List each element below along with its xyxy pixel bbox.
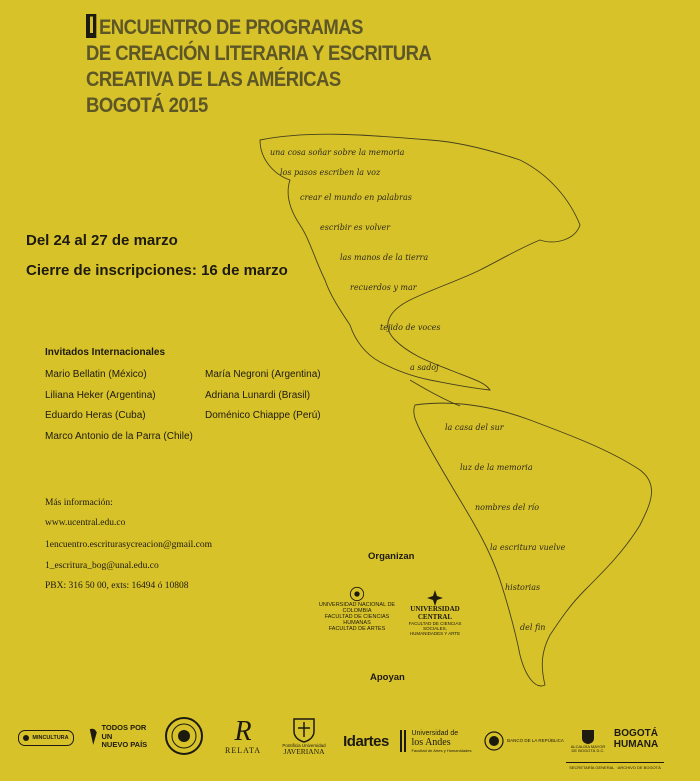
title-line-3: CREATIVA DE LAS AMÉRICAS (86, 67, 341, 91)
todos-por-un-nuevo-pais-logo: TODOS POR UN NUEVO PAÍS (88, 722, 152, 752)
map-script-5: las manos de la tierra (340, 253, 429, 262)
map-script-11: nombres del río (475, 503, 540, 512)
guest-right-2: Adriana Lunardi (Brasil) (205, 390, 311, 401)
map-script-2: los pasos escriben la voz (280, 168, 381, 177)
seal-icon (164, 716, 204, 756)
guests-heading: Invitados Internacionales (45, 347, 166, 358)
map-script-1: una cosa soñar sobre la memoria (270, 148, 405, 157)
guest-left-2: Liliana Heker (Argentina) (45, 390, 156, 401)
map-script-13: historias (505, 583, 541, 592)
banco-de-la-republica-logo: BANCO DE LA REPÚBLICA (480, 730, 568, 752)
info-phone: PBX: 316 50 00, exts: 16494 ó 10808 (45, 581, 189, 591)
info-heading: Más información: (45, 498, 113, 508)
unal-seal-icon (348, 586, 366, 602)
event-title (86, 14, 431, 118)
mincultura-dot-icon (23, 735, 29, 741)
map-script-7: tejido de voces (380, 323, 441, 332)
javeriana-logo: Pontificia Universidad JAVERIANA (276, 710, 332, 762)
guest-left-4: Marco Antonio de la Parra (Chile) (45, 431, 193, 442)
title-numeral: I (86, 14, 96, 38)
secretaria-general-logo: SECRETARÍA GENERAL · ARCHIVO DE BOGOTÁ (566, 762, 664, 773)
map-script-9: la casa del sur (445, 423, 504, 432)
colombia-flag-mark-icon (88, 726, 98, 748)
universidad-de-los-andes-logo: Universidad de los Andes Facultad de Artes y Humanidades (398, 726, 472, 756)
title-line-2: DE CREACIÓN LITERARIA Y ESCRITURA (86, 41, 432, 65)
event-dates: Del 24 al 27 de marzo (26, 232, 178, 249)
info-email-1-link[interactable]: 1encuentro.escriturasycreacion@gmail.com (45, 540, 213, 550)
map-script-14: del fin (520, 623, 546, 632)
alcaldia-mayor-logo: ALCALDÍA MAYOR DE BOGOTÁ D.C. (568, 722, 608, 760)
bogota-humana-logo: BOGOTÁ HUMANA (613, 728, 659, 750)
relata-r-icon: R (234, 716, 252, 747)
institution-seal-logo (162, 714, 206, 758)
guest-right-3: Doménico Chiappe (Perú) (205, 410, 321, 421)
registration-deadline: Cierre de inscripciones: 16 de marzo (26, 262, 288, 279)
info-email-2-link[interactable]: 1_escritura_bog@unal.edu.co (45, 561, 159, 571)
unal-logo: UNIVERSIDAD NACIONAL DE COLOMBIA FACULTAD DE CIENCIAS HUMANAS FACULTAD DE ARTES (318, 586, 396, 632)
mincultura-logo: MINCULTURA (18, 730, 74, 746)
map-script-10: luz de la memoria (460, 463, 533, 472)
organizers-label: Organizan (368, 551, 415, 562)
guest-left-3: Eduardo Heras (Cuba) (45, 410, 146, 421)
support-label: Apoyan (370, 672, 405, 683)
map-script-4: escribir es volver (320, 223, 391, 232)
info-website-link[interactable]: www.ucentral.edu.co (45, 518, 126, 528)
map-script-6: recuerdos y mar (350, 283, 417, 292)
title-line-1: I ENCUENTRO DE PROGRAMAS (86, 14, 431, 40)
guest-left-1: Mario Bellatin (México) (45, 369, 147, 380)
idartes-logo: Idartes (343, 732, 389, 750)
javeriana-shield-icon (292, 717, 316, 743)
banco-coin-icon (484, 731, 504, 751)
title-line-4: BOGOTÁ 2015 (86, 93, 208, 117)
map-script-8: a sadoj (410, 363, 439, 372)
map-script-12: la escritura vuelve (490, 543, 566, 552)
ucentral-logo: UNIVERSIDAD CENTRAL FACULTAD DE CIENCIAS SOCIALES, HUMANIDADES Y ARTE (400, 588, 470, 638)
map-script-3: crear el mundo en palabras (300, 193, 412, 202)
alcaldia-shield-icon (581, 729, 595, 745)
andes-bar-icon (398, 730, 408, 752)
guest-right-1: María Negroni (Argentina) (205, 369, 321, 380)
relata-logo: R RELATA (224, 716, 262, 755)
ucentral-star-icon (427, 590, 443, 606)
